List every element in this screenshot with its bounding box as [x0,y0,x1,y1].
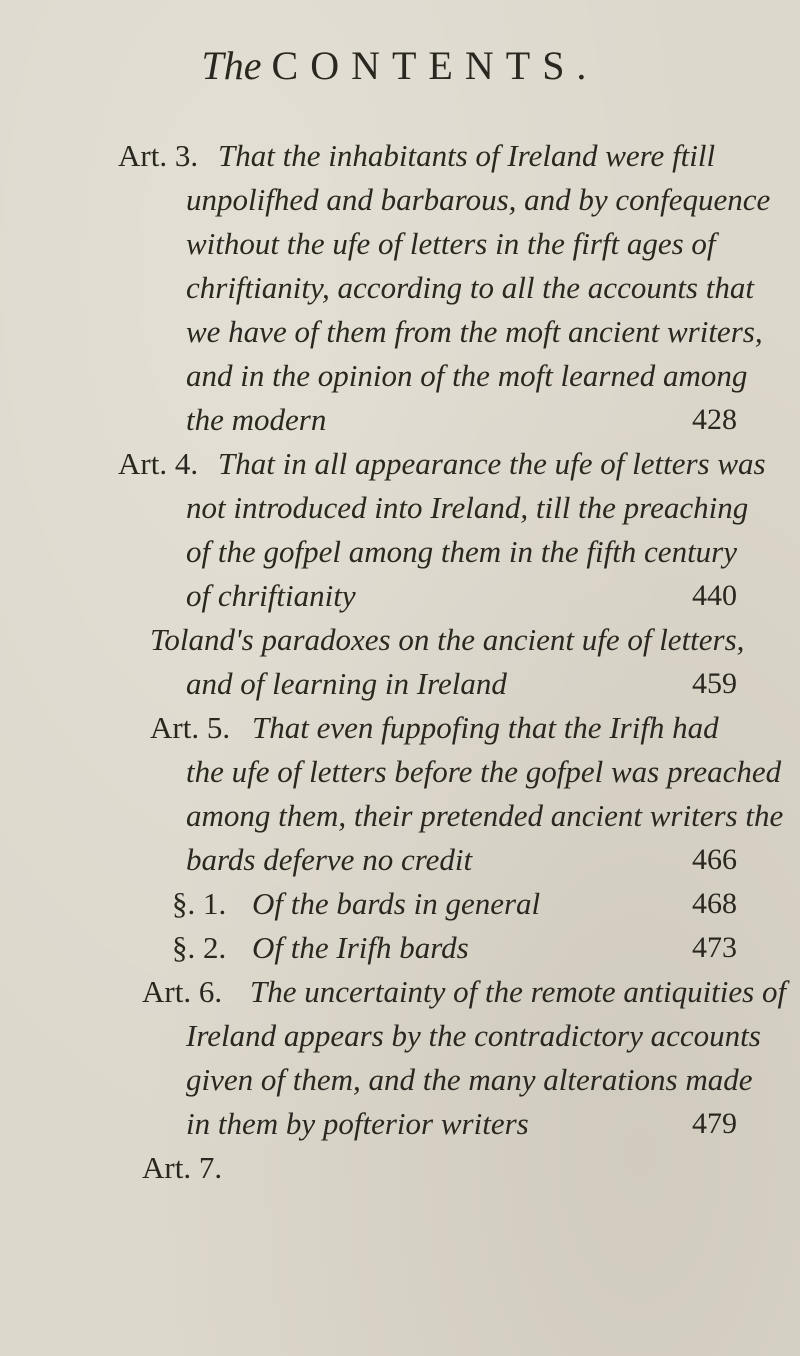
entry-label: §. 1. [172,886,227,921]
entry-line: among them, their pretended ancient writers the [186,798,784,833]
entry-line: given of them, and the many alterations made [186,1062,753,1097]
entry-line: unpolifhed and barbarous, and by confequence [186,182,771,217]
entry-line: That the inhabitants of Ireland were ftill [218,138,716,173]
page-number: 440 [692,579,737,612]
page-number: 428 [692,403,737,436]
entry-line: Ireland appears by the contradictory accounts [186,1018,761,1053]
page-number: 473 [692,931,737,964]
entry-line: and of learning in Ireland [186,666,507,701]
entry-line: Toland's paradoxes on the ancient ufe of letters, [150,622,745,657]
entry-label: Art. 6. [142,974,223,1009]
entry-label: Art. 7. [142,1150,223,1185]
entry-line: we have of them from the moft ancient writers, [186,314,763,349]
page-number: 479 [692,1107,737,1140]
page-number: 466 [692,843,737,876]
entry-label: Art. 4. [118,446,199,481]
entry-line: chriftianity, according to all the accounts that [186,270,754,305]
entry-line: bards deferve no credit [186,842,473,877]
page-header [0,42,800,89]
header-contents: CONTENTS. [271,43,599,88]
entry-line: without the ufe of letters in the firft ages of [186,226,716,261]
entry-line: of the gofpel among them in the fifth century [186,534,738,569]
entry-line: the ufe of letters before the gofpel was preached [186,754,782,789]
entry-label: Art. 5. [150,710,231,745]
entry-line: the modern [186,402,327,437]
entry-line: Of the bards in general [252,886,541,921]
entry-line: That in all appearance the ufe of letters was [218,446,766,481]
entry-line: in them by pofterior writers [186,1106,529,1141]
entry-line: of chriftianity [186,578,356,613]
entry-line: That even fuppofing that the Irifh had [252,710,719,745]
entry-label: §. 2. [172,930,227,965]
page-number: 468 [692,887,737,920]
entry-line: Of the Irifh bards [252,930,469,965]
page-number: 459 [692,667,737,700]
entry-label: Art. 3. [118,138,199,173]
entry-line: and in the opinion of the moft learned among [186,358,748,393]
header-the: The [201,43,262,88]
entry-line: not introduced into Ireland, till the preaching [186,490,749,525]
entry-line: The uncertainty of the remote antiquities of [250,974,787,1009]
